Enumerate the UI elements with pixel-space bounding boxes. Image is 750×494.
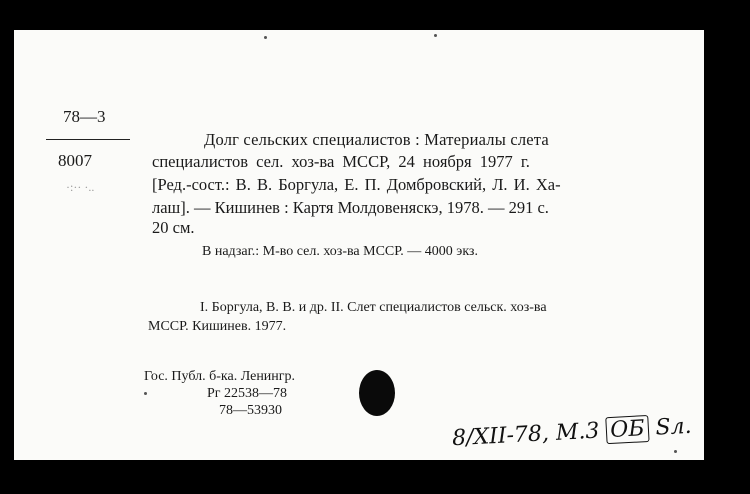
library-stamp-line-1: Гос. Публ. б-ка. Ленингр. [144,369,296,384]
tracing-line-1: I. Боргула, В. В. и др. II. Слет специалистов сельск. хоз-ва [200,300,547,315]
scan-speck [144,392,147,395]
accession-number: 8007 [58,151,92,170]
handwritten-annotation [452,414,693,452]
tracing-line-2: МССР. Кишинев. 1977. [148,319,287,334]
entry-line-1: Долг сельских специалистов : Материалы слета [204,130,549,149]
scan-speck [434,34,437,37]
handwritten-signature: Sл. [654,413,693,441]
ink-blot [359,370,395,416]
library-stamp-line-3: 78—53930 [219,403,282,418]
scan-speck [674,450,677,453]
entry-line-2: специалистов сел. хоз-ва МССР, 24 ноября 1977 г. [152,152,530,171]
entry-line-5: 20 см. [152,218,195,237]
entry-line-4: лаш]. — Кишинев : Картя Молдовеняскэ, 1978. — 291 с. [152,198,549,217]
handwritten-boxed-mark: ОБ [606,415,650,444]
margin-smudge: ·:·· ·.. [66,180,95,194]
scan-speck [264,36,267,39]
publisher-note: В надзаг.: М-во сел. хоз-ва МССР. — 4000 экз. [202,244,478,259]
class-divider [46,139,130,140]
entry-line-3: [Ред.-сост.: В. В. Боргула, Е. П. Домбровский, Л. И. Ха- [152,175,561,194]
class-number: 78—3 [63,107,106,126]
catalog-card [14,30,704,460]
library-stamp-line-2: Рг 22538—78 [207,386,288,401]
handwritten-date: 8/XII-78, М.3 [451,418,601,452]
